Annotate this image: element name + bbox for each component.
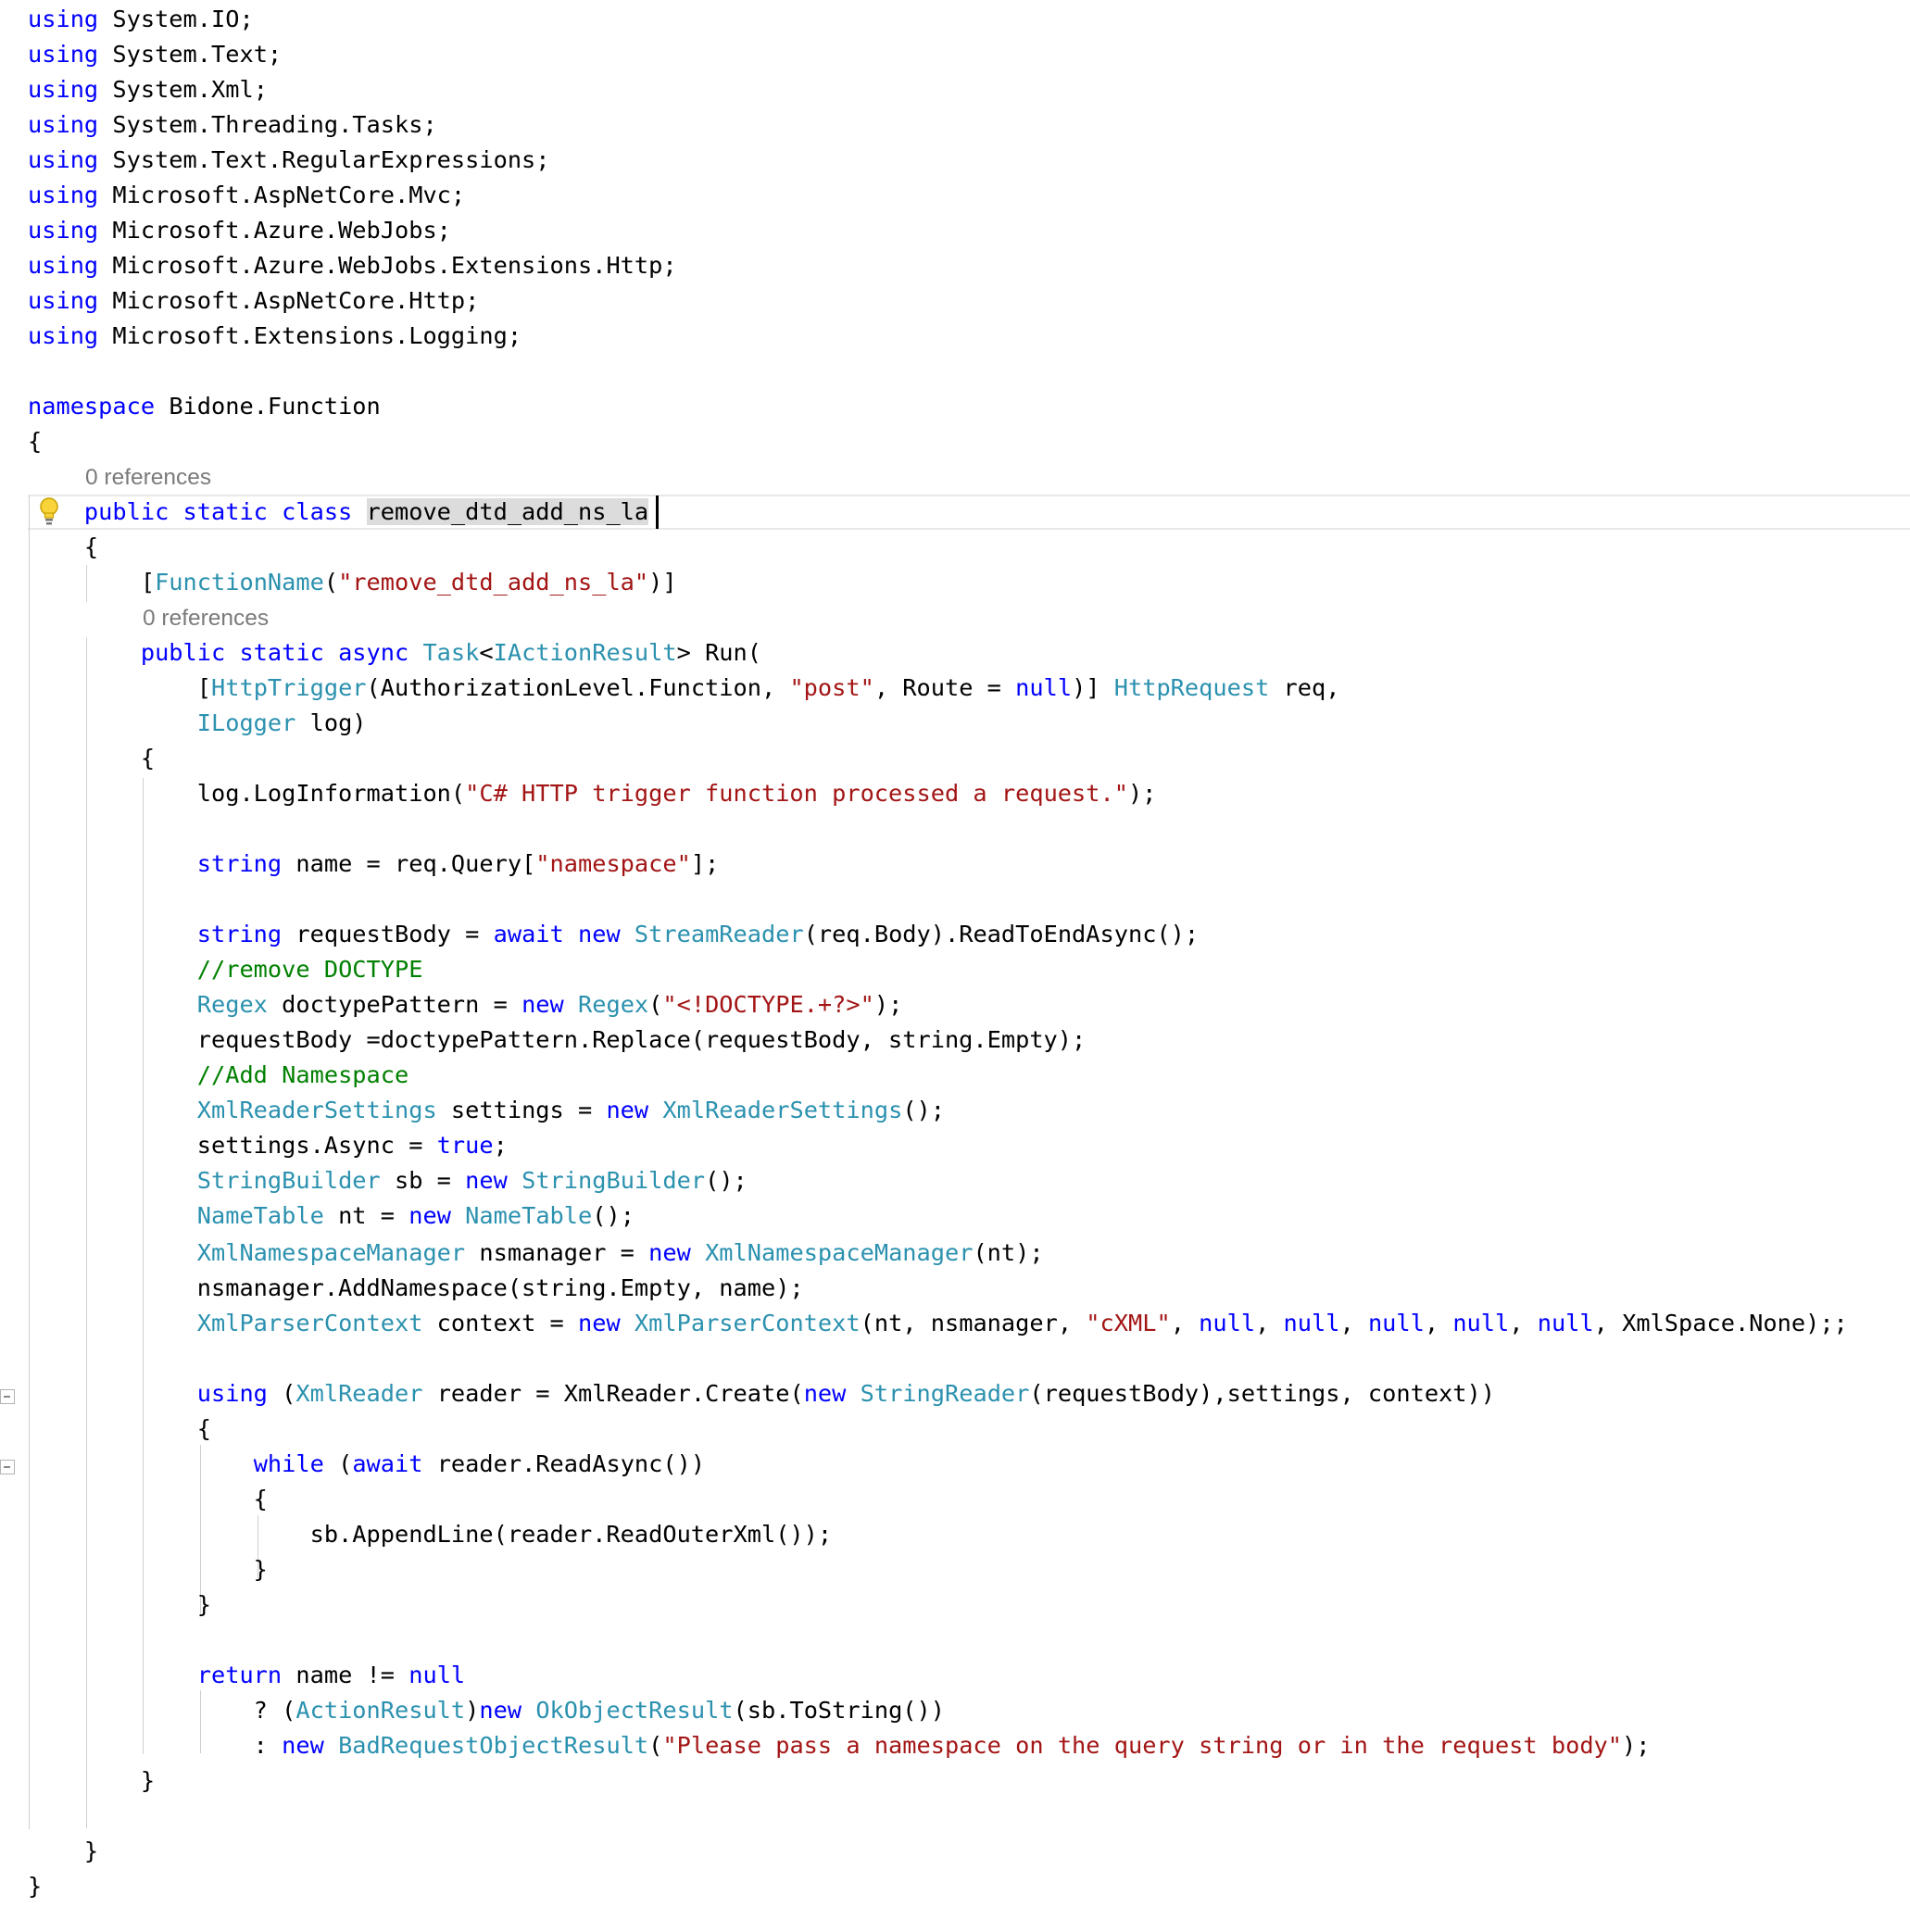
code-line: using System.Threading.Tasks;: [28, 111, 437, 138]
code-line: using System.Xml;: [28, 76, 268, 103]
code-line: while (await reader.ReadAsync()): [253, 1450, 706, 1477]
code-line: {: [28, 745, 156, 772]
code-line: NameTable nt = new NameTable();: [196, 1202, 635, 1229]
selected-class-name[interactable]: remove_dtd_add_ns_la: [366, 498, 649, 525]
code-line: using Microsoft.Extensions.Logging;: [28, 322, 522, 349]
code-line: {: [28, 1415, 211, 1442]
code-line: StringBuilder sb = new StringBuilder();: [196, 1167, 748, 1194]
code-line: public static async Task<IActionResult> Run(: [140, 639, 761, 666]
code-line: Regex doctypePattern = new Regex("<!DOCTYPE.+?>");: [196, 991, 903, 1018]
code-line: ILogger log): [196, 709, 367, 736]
code-line: //Add Namespace: [196, 1061, 409, 1088]
text-caret: [656, 496, 659, 529]
code-line: using Microsoft.Azure.WebJobs.Extensions.Http;: [28, 252, 677, 279]
code-line: using System.Text.RegularExpressions;: [28, 146, 550, 173]
code-line: }: [28, 1591, 211, 1618]
code-lens-references[interactable]: 0 references: [85, 465, 212, 490]
code-line: }: [28, 1873, 43, 1900]
code-line: settings.Async = true;: [28, 1132, 508, 1159]
code-line: XmlParserContext context = new XmlParserContext(nt, nsmanager, "cXML", null, null, null, null, null, XmlSpace.None);;: [196, 1310, 1848, 1336]
code-line: {: [28, 533, 99, 560]
code-line: }: [28, 1767, 156, 1794]
code-line: public static class remove_dtd_add_ns_la: [83, 498, 649, 525]
code-line: string name = req.Query["namespace"];: [196, 850, 720, 877]
code-line: [HttpTrigger(AuthorizationLevel.Function, "post", Route = null)] HttpRequest req,: [28, 674, 1340, 701]
code-line: using Microsoft.AspNetCore.Mvc;: [28, 182, 466, 208]
code-line: {: [28, 1486, 268, 1512]
code-line: log.LogInformation("C# HTTP trigger function processed a request.");: [28, 780, 1157, 807]
code-line: //remove DOCTYPE: [196, 956, 423, 983]
code-line: using Microsoft.AspNetCore.Http;: [28, 287, 480, 314]
code-line: using System.Text;: [28, 41, 283, 68]
collapse-icon[interactable]: [0, 1460, 15, 1474]
code-line: [FunctionName("remove_dtd_add_ns_la")]: [28, 569, 677, 596]
code-line: XmlReaderSettings settings = new XmlReaderSettings();: [196, 1097, 946, 1123]
collapse-icon[interactable]: [0, 1389, 15, 1404]
code-line: XmlNamespaceManager nsmanager = new XmlNamespaceManager(nt);: [196, 1239, 1044, 1266]
code-line: ? (ActionResult)new OkObjectResult(sb.ToString()): [28, 1697, 945, 1724]
code-line: : new BadRequestObjectResult("Please pass a namespace on the query string or in the request body");: [28, 1732, 1651, 1759]
code-line: using Microsoft.Azure.WebJobs;: [28, 217, 451, 244]
code-line: requestBody =doctypePattern.Replace(requestBody, string.Empty);: [28, 1026, 1087, 1053]
code-line: }: [28, 1556, 268, 1583]
code-line: string requestBody = await new StreamReader(req.Body).ReadToEndAsync();: [196, 921, 1200, 947]
code-line: sb.AppendLine(reader.ReadOuterXml());: [28, 1521, 833, 1548]
code-line: return name != null: [196, 1662, 466, 1688]
code-lens-references[interactable]: 0 references: [143, 606, 270, 631]
code-line: nsmanager.AddNamespace(string.Empty, name);: [28, 1274, 804, 1301]
code-line: }: [28, 1838, 99, 1864]
code-line: using (XmlReader reader = XmlReader.Create(new StringReader(requestBody),settings, context)): [196, 1380, 1495, 1407]
code-line: {: [28, 428, 43, 455]
code-line: using System.IO;: [28, 6, 254, 32]
code-line: namespace Bidone.Function: [28, 393, 381, 420]
